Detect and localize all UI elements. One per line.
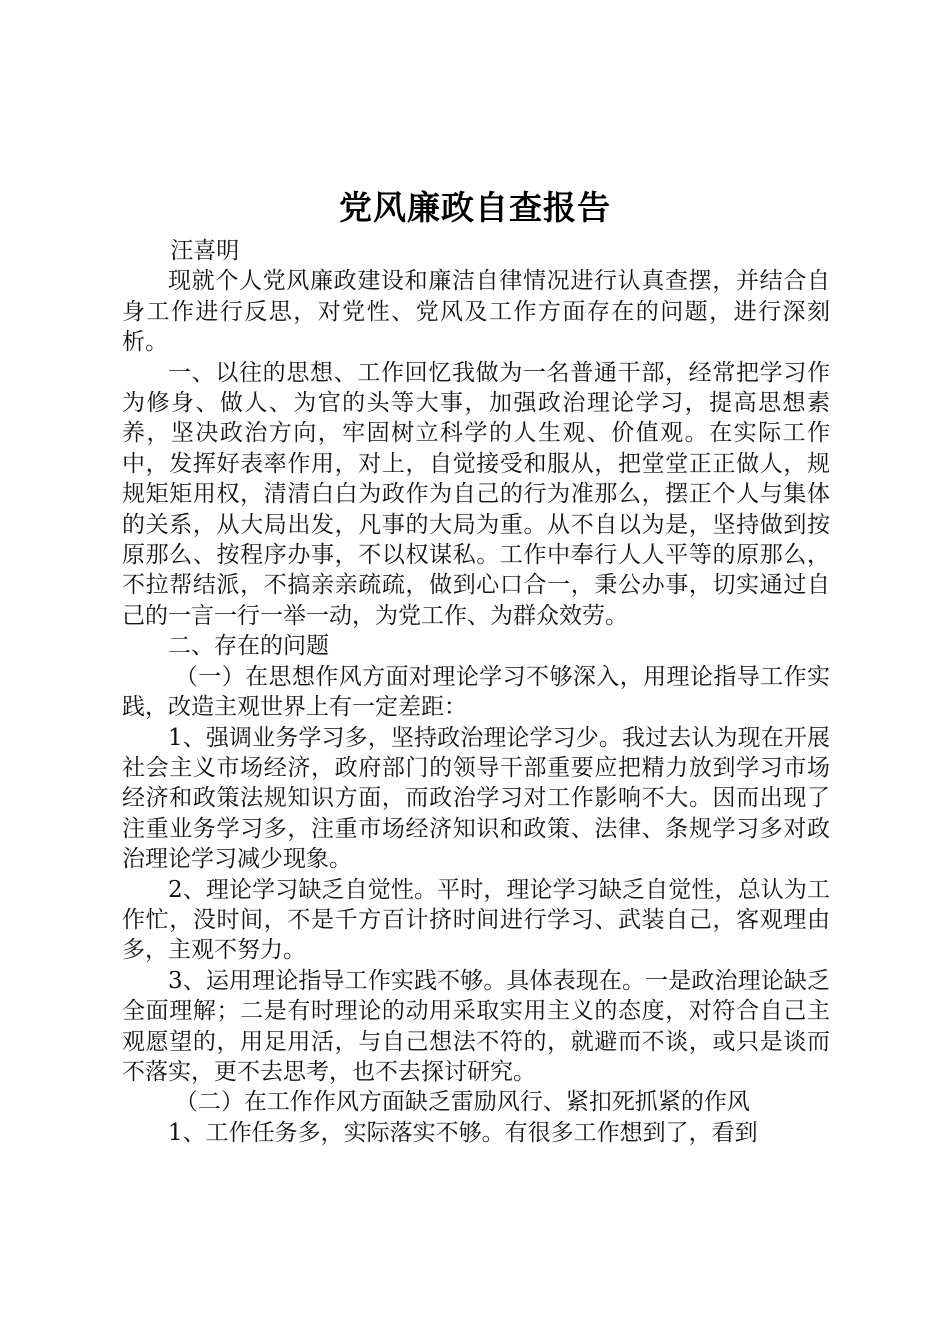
paragraph-item-4: 1、工作任务多，实际落实不够。有很多工作想到了，看到 — [168, 1119, 758, 1146]
document-title: 党风廉政自查报告 — [339, 188, 611, 227]
paragraph-section-1: 一、以往的思想、工作回忆我做为一名普通干部，经常把学习作为修身、做人、为官的头等大事，加强政治理论学习，提高思想素养，坚决政治方向，牢固树立科学的人生观、价值观。在实际工作中，发挥好表率作用，对上，自觉接受和服从，把堂堂正正做人，规规矩矩用权，清清白白为政作为自己的行为准那么，摆正个人与集体的关系，从大局出发，凡事的大局为重。从不自以为是，坚持做到按原那么、按程序办事，不以权谋私。工作中奉行人人平等的原那么，不拉帮结派，不搞亲亲疏疏，做到心口合一，秉公办事，切实通过自己的一言一行一举一动，为党工作、为群众效劳。 — [122, 359, 830, 629]
heading-subsection-2: （二）在工作作风方面缺乏雷励风行、紧扣死抓紧的作风 — [174, 1089, 750, 1116]
heading-subsection-1: （一）在思想作风方面对理论学习不够深入，用理论指导工作实践，改造主观世界上有一定差距： — [122, 663, 830, 721]
heading-section-2: 二、存在的问题 — [168, 633, 329, 660]
paragraph-item-2: 2、理论学习缺乏自觉性。平时，理论学习缺乏自觉性，总认为工作忙，没时间，不是千方百计挤时间进行学习、武装自己，客观理由多，主观不努力。 — [122, 876, 830, 964]
paragraph-intro: 现就个人党风廉政建设和廉洁自律情况进行认真查摆，并结合自身工作进行反思，对党性、党风及工作方面存在的问题，进行深刻析。 — [122, 268, 830, 356]
author-line: 汪喜明 — [170, 238, 240, 264]
document-body — [122, 236, 830, 1148]
paragraph-item-1: 1、强调业务学习多，坚持政治理论学习少。我过去认为现在开展社会主义市场经济，政府部门的领导干部重要应把精力放到学习市场经济和政策法规知识方面，而政治学习对工作影响不大。因而出现了注重业务学习多，注重市场经济知识和政策、法律、条规学习多对政治理论学习减少现象。 — [122, 724, 830, 873]
paragraph-item-3: 3、运用理论指导工作实践不够。具体表现在。一是政治理论缺乏全面理解；二是有时理论的动用采取实用主义的态度，对符合自己主观愿望的，用足用活，与自己想法不符的，就避而不谈，或只是谈而不落实，更不去思考，也不去探讨研究。 — [122, 967, 830, 1085]
